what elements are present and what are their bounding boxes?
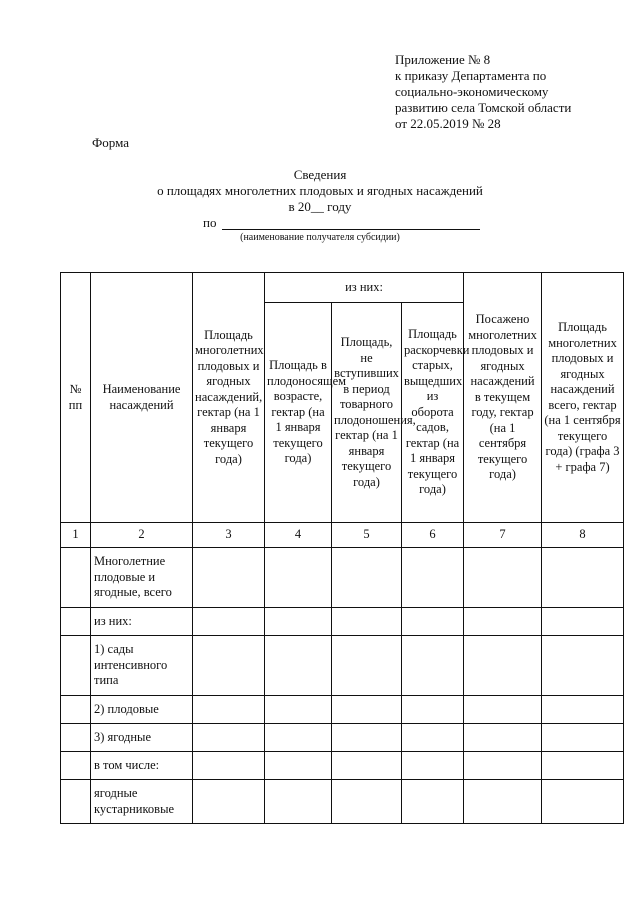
data-cell[interactable] <box>464 724 542 752</box>
data-cell[interactable] <box>265 696 332 724</box>
data-cell[interactable] <box>193 548 265 608</box>
data-cell[interactable] <box>402 752 464 780</box>
header-group: из них: <box>265 273 464 303</box>
table-row <box>61 752 624 780</box>
header-col3: Площадь многолетних плодовых и ягодных насаждений, гектар (на 1 января текущего года) <box>193 273 265 523</box>
data-cell[interactable] <box>542 696 624 724</box>
data-cell[interactable] <box>265 608 332 636</box>
data-cell[interactable] <box>542 548 624 608</box>
data-cell[interactable] <box>332 548 402 608</box>
data-cell[interactable] <box>464 696 542 724</box>
column-number: 3 <box>193 523 265 548</box>
data-cell[interactable] <box>265 780 332 824</box>
data-cell[interactable] <box>464 780 542 824</box>
row-label: ягодные кустарниковые <box>91 780 193 824</box>
data-cell[interactable] <box>542 724 624 752</box>
document-subtitle: о площадях многолетних плодовых и ягодных насаждений <box>157 183 483 198</box>
table-row <box>61 780 624 824</box>
data-cell[interactable] <box>402 724 464 752</box>
table-row <box>61 636 624 696</box>
header-col6: Площадь раскорчевки старых, выщедших из оборота садов, гектар (на 1 января текущего года) <box>402 303 464 523</box>
appendix-line: к приказу Департамента по <box>395 68 547 83</box>
data-cell[interactable] <box>542 636 624 696</box>
data-cell[interactable] <box>193 696 265 724</box>
data-cell[interactable] <box>193 780 265 824</box>
header-col8: Площадь многолетних плодовых и ягодных насаждений всего, гектар (на 1 сентября текущего года) (графа 3 + графа 7) <box>542 273 624 523</box>
data-cell[interactable] <box>193 724 265 752</box>
column-number: 2 <box>91 523 193 548</box>
row-label: в том числе: <box>91 752 193 780</box>
data-cell[interactable] <box>332 780 402 824</box>
row-number-cell[interactable] <box>61 548 91 608</box>
appendix-line: социально-экономическому <box>395 84 549 99</box>
header-col5: Площадь, не вступивших в период товарного плодоношения, гектар (на 1 января текущего года) <box>332 303 402 523</box>
header-number: № пп <box>61 273 91 523</box>
data-cell[interactable] <box>193 636 265 696</box>
row-label: 1) сады интенсивного типа <box>91 636 193 696</box>
row-label: 2) плодовые <box>91 696 193 724</box>
row-number-cell[interactable] <box>61 636 91 696</box>
document-year: в 20__ году <box>288 199 352 214</box>
appendix-block <box>395 52 630 132</box>
appendix-line: от 22.05.2019 № 28 <box>395 116 501 131</box>
data-cell[interactable] <box>542 608 624 636</box>
plantings-table <box>60 272 624 824</box>
column-number: 4 <box>265 523 332 548</box>
appendix-line: развитию села Томской области <box>395 100 572 115</box>
data-cell[interactable] <box>464 548 542 608</box>
form-label: Форма <box>92 135 129 150</box>
column-number: 6 <box>402 523 464 548</box>
data-cell[interactable] <box>265 724 332 752</box>
data-cell[interactable] <box>332 608 402 636</box>
header-col7: Посажено многолетних плодовых и ягодных насаждений в текущем году, гектар (на 1 сентября текущего года) <box>464 273 542 523</box>
row-label: Многолетние плодовые и ягодные, всего <box>91 548 193 608</box>
data-cell[interactable] <box>265 548 332 608</box>
document-title: Сведения <box>293 167 347 182</box>
recipient-line[interactable] <box>222 229 480 230</box>
appendix-line: Приложение № 8 <box>395 52 491 67</box>
row-number-cell[interactable] <box>61 724 91 752</box>
data-cell[interactable] <box>402 636 464 696</box>
data-cell[interactable] <box>332 752 402 780</box>
column-number: 8 <box>542 523 624 548</box>
row-label: 3) ягодные <box>91 724 193 752</box>
header-name: Наименование насаждений <box>91 273 193 523</box>
data-cell[interactable] <box>402 780 464 824</box>
table-row <box>61 548 624 608</box>
data-cell[interactable] <box>402 548 464 608</box>
column-number: 1 <box>61 523 91 548</box>
recipient-caption: (наименование получателя субсидии) <box>240 232 400 243</box>
table-row <box>61 724 624 752</box>
data-cell[interactable] <box>193 608 265 636</box>
data-cell[interactable] <box>193 752 265 780</box>
column-number: 7 <box>464 523 542 548</box>
data-cell[interactable] <box>464 608 542 636</box>
row-number-cell[interactable] <box>61 608 91 636</box>
data-cell[interactable] <box>542 752 624 780</box>
data-cell[interactable] <box>332 696 402 724</box>
po-label: по <box>203 215 217 230</box>
data-cell[interactable] <box>402 696 464 724</box>
row-label: из них: <box>91 608 193 636</box>
column-number: 5 <box>332 523 402 548</box>
row-number-cell[interactable] <box>61 780 91 824</box>
data-cell[interactable] <box>402 608 464 636</box>
column-numbers-row <box>61 523 624 548</box>
header-col4: Площадь в плодоносящем возрасте, гектар (на 1 января текущего года) <box>265 303 332 523</box>
row-number-cell[interactable] <box>61 696 91 724</box>
data-cell[interactable] <box>265 636 332 696</box>
table-row <box>61 696 624 724</box>
data-cell[interactable] <box>464 752 542 780</box>
table-row <box>61 608 624 636</box>
row-number-cell[interactable] <box>61 752 91 780</box>
data-cell[interactable] <box>542 780 624 824</box>
data-cell[interactable] <box>332 636 402 696</box>
data-cell[interactable] <box>265 752 332 780</box>
data-cell[interactable] <box>464 636 542 696</box>
data-cell[interactable] <box>332 724 402 752</box>
